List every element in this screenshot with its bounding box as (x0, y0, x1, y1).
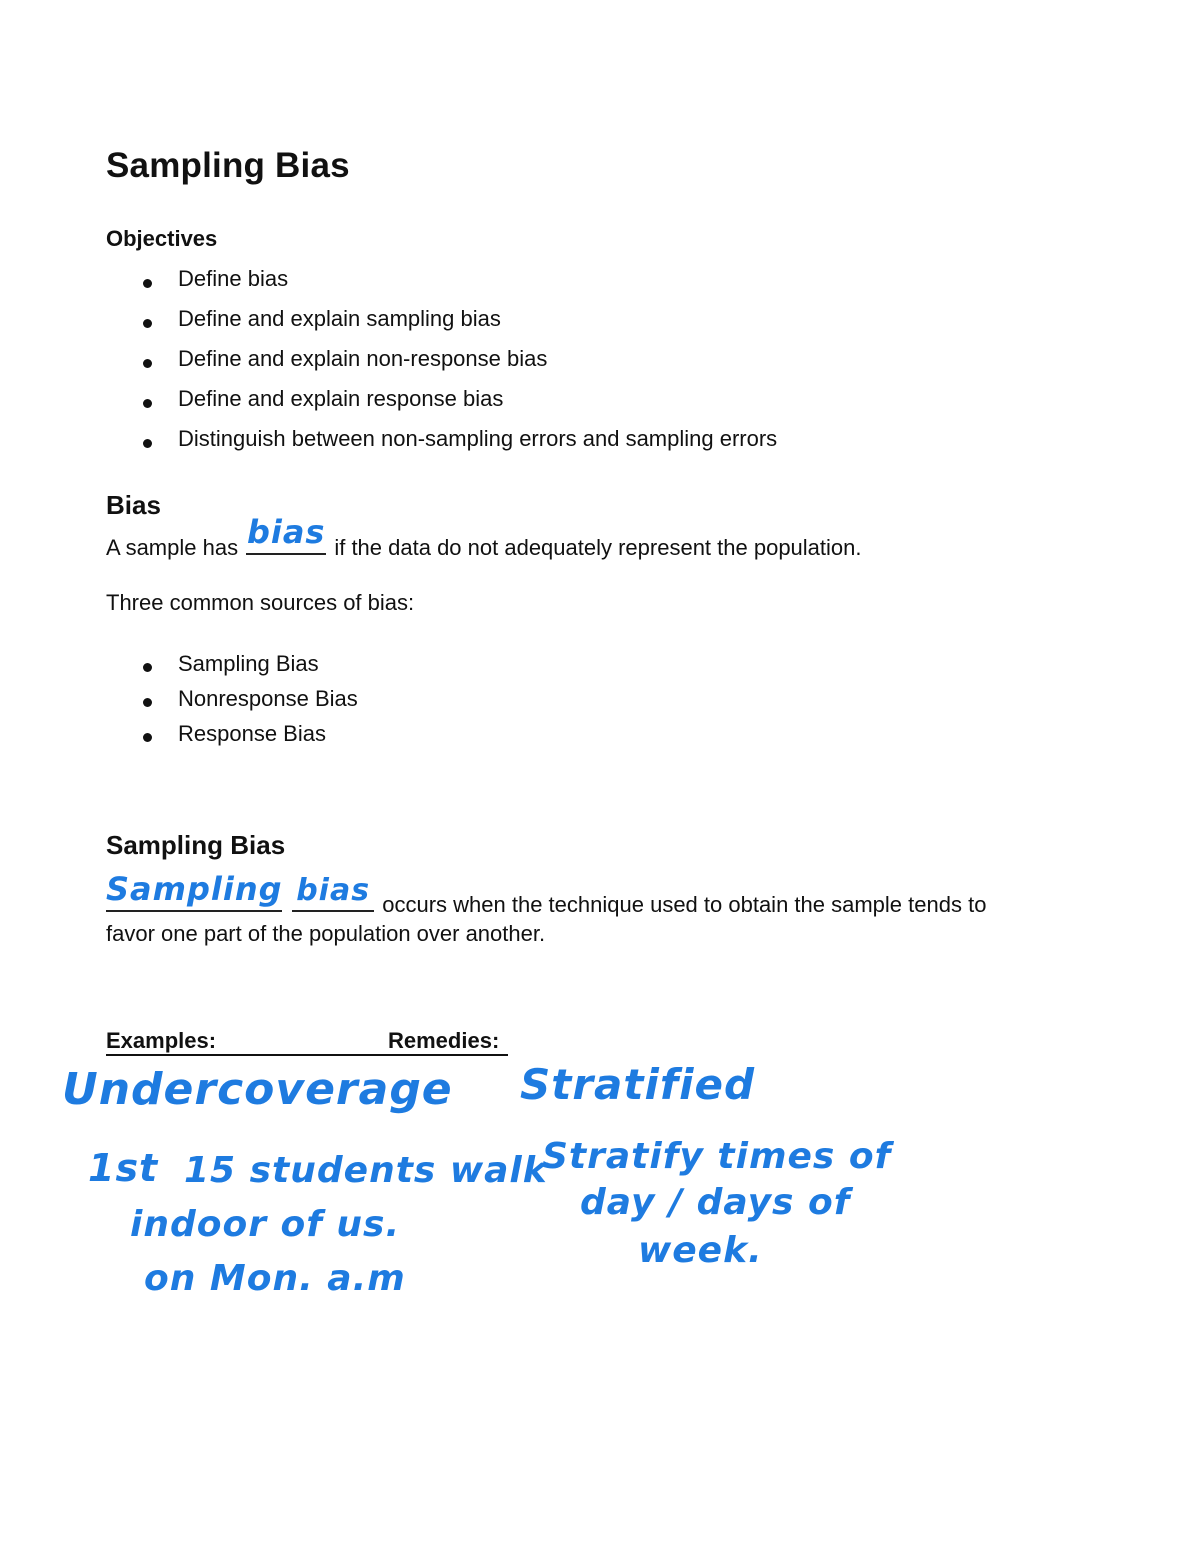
bullet-icon (143, 439, 152, 448)
bullet-icon (143, 733, 152, 742)
handwritten-stratified: Stratified (520, 1060, 756, 1109)
list-item: Nonresponse Bias (106, 685, 358, 720)
sampling-bias-definition: Sampling bias occurs when the technique used to obtain the sample tends to (106, 870, 987, 917)
fill-in-blank (292, 873, 374, 912)
handwritten-example-1b: 15 students walk (184, 1150, 548, 1191)
bullet-icon (143, 359, 152, 368)
bullet-icon (143, 698, 152, 707)
list-item: Define bias (106, 264, 777, 304)
list-item: Define and explain sampling bias (106, 304, 777, 344)
list-item: Define and explain response bias (106, 384, 777, 424)
bullet-icon (143, 399, 152, 408)
page-title: Sampling Bias (106, 146, 350, 185)
handwritten-example-2: indoor of us. (130, 1204, 401, 1245)
list-item: Sampling Bias (106, 650, 358, 685)
objectives-heading: Objectives (106, 226, 218, 251)
bias-definition: A sample has bias if the data do not adequately represent the population. (106, 513, 862, 560)
list-item: Define and explain non-response bias (106, 344, 777, 384)
handwritten-undercoverage: Undercoverage (62, 1064, 453, 1115)
handwritten-answer: Sampling (106, 870, 283, 908)
bullet-icon (143, 319, 152, 328)
bullet-icon (143, 279, 152, 288)
list-item: Distinguish between non-sampling errors and sampling errors (106, 424, 777, 464)
sampling-bias-definition-cont: favor one part of the population over another. (106, 921, 546, 946)
handwritten-example-3: on Mon. a.m (144, 1258, 406, 1299)
remedies-label: Remedies: (388, 1028, 500, 1053)
handwritten-answer: bias (296, 873, 371, 908)
fill-in-blank (106, 870, 283, 912)
handwritten-example-1a: 1st (88, 1146, 159, 1190)
sampling-bias-heading: Sampling Bias (106, 830, 286, 860)
examples-remedies-header (106, 1028, 508, 1056)
list-item: Response Bias (106, 720, 358, 755)
handwritten-answer: bias (246, 513, 326, 551)
handwritten-remedy-1: Stratify times of (542, 1136, 892, 1177)
handwritten-remedy-3: week. (638, 1230, 763, 1271)
objectives-list (106, 264, 777, 464)
handwritten-remedy-2: day / days of (580, 1182, 851, 1223)
examples-label: Examples: (106, 1028, 217, 1053)
sources-list (106, 650, 358, 755)
bullet-icon (143, 663, 152, 672)
sources-intro: Three common sources of bias: (106, 590, 415, 615)
bias-heading: Bias (106, 490, 161, 520)
fill-in-blank (246, 513, 326, 555)
